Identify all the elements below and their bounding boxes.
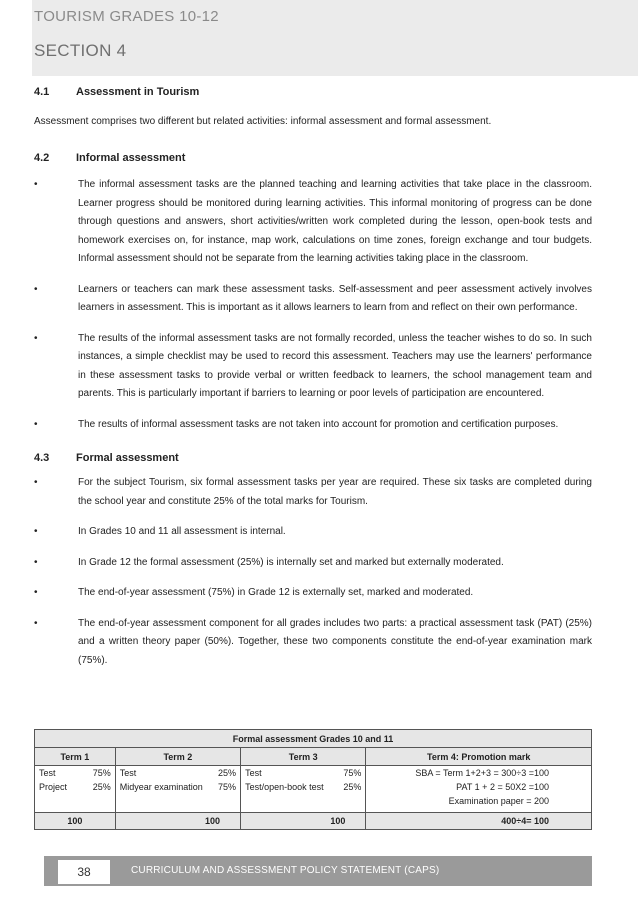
task-name: Midyear examination <box>119 782 203 792</box>
heading-4-2 <box>34 152 592 164</box>
page-number: 38 <box>58 860 110 884</box>
table-row <box>35 766 592 813</box>
bullet-marker: • <box>34 526 38 537</box>
bullet-marker: • <box>34 418 38 430</box>
list-item <box>34 281 592 318</box>
column-header: Term 4: Promotion mark <box>366 748 592 766</box>
list-item <box>34 554 592 573</box>
heading-4-3 <box>34 452 592 464</box>
term2-cell <box>115 766 240 813</box>
column-header: Term 1 <box>35 748 116 766</box>
total-cell: 100 <box>35 813 116 830</box>
list-item-text: Learners or teachers can mark these assessment tasks. Self-assessment and peer assessment actively involves learners in assessment. This is important as it allows learners to learn from and reflect on their own performance. <box>78 283 592 313</box>
heading-number: 4.1 <box>34 86 50 98</box>
heading-number: 4.3 <box>34 452 50 464</box>
column-header: Term 2 <box>115 748 240 766</box>
assessment-table <box>34 729 592 830</box>
list-item-text: For the subject Tourism, six formal assessment tasks per year are required. These six tasks are completed during the school year and constitute 25% of the total marks for Tourism. <box>78 477 592 507</box>
list-item-text: The end-of-year assessment component for all grades includes two parts: a practical assessment task (PAT) (25%) and a written theory paper (50%). Together, these two components constitute the end-of-year examination mark (75%). <box>78 617 592 666</box>
list-item-text: The results of informal assessment tasks are not taken into account for promotion and certification purposes. <box>78 418 559 430</box>
list-item-text: The end-of-year assessment (75%) in Grade 12 is externally set, marked and moderated. <box>78 587 474 598</box>
task-name: Test <box>245 768 262 778</box>
task-weight: 75% <box>218 782 237 792</box>
task-weight: 75% <box>92 768 111 778</box>
total-cell: 100 <box>115 813 240 830</box>
column-header: Term 3 <box>241 748 366 766</box>
task-name: Project <box>39 782 68 792</box>
total-cell: 400÷4= 100 <box>366 813 592 830</box>
section-title: SECTION 4 <box>34 41 127 60</box>
total-cell: 100 <box>241 813 366 830</box>
bullet-marker: • <box>34 556 38 568</box>
task-name: Test/open-book test <box>245 782 324 792</box>
task-weight: 25% <box>343 782 362 792</box>
list-item <box>34 523 592 542</box>
list-item <box>34 474 592 511</box>
term4-cell <box>366 766 592 813</box>
bullet-marker: • <box>34 587 38 598</box>
heading-4-1 <box>34 86 592 98</box>
intro-paragraph: Assessment comprises two different but related activities: informal assessment and formal assessment. <box>34 116 492 127</box>
list-item <box>34 584 592 603</box>
heading-text: Formal assessment <box>76 452 179 464</box>
table-total-row <box>35 813 592 830</box>
task-name: Test <box>39 768 56 778</box>
task-name: Test <box>119 768 137 778</box>
bullet-marker: • <box>34 332 38 344</box>
task-weight: 25% <box>218 768 237 778</box>
list-item-text: In Grades 10 and 11 all assessment is internal. <box>78 526 286 537</box>
promotion-line: SBA = Term 1+2+3 = 300÷3 =100 <box>415 768 549 778</box>
page-content <box>34 86 592 670</box>
promotion-line: PAT 1 + 2 = 50X2 =100 <box>456 782 549 792</box>
heading-number: 4.2 <box>34 152 50 164</box>
bullet-marker: • <box>34 283 38 295</box>
promotion-line: Examination paper = 200 <box>448 796 549 806</box>
list-item <box>34 176 592 269</box>
task-weight: 25% <box>92 782 111 792</box>
list-item-text: In Grade 12 the formal assessment (25%) is internally set and marked but externally moderated. <box>78 556 504 568</box>
bullet-marker: • <box>34 179 38 190</box>
term1-cell <box>35 766 116 813</box>
term3-cell <box>241 766 366 813</box>
table-header-row <box>35 748 592 766</box>
footer-text: CURRICULUM AND ASSESSMENT POLICY STATEMENT (CAPS) <box>131 865 440 876</box>
table-caption: Formal assessment Grades 10 and 11 <box>35 730 592 748</box>
list-item <box>34 615 592 671</box>
heading-text: Informal assessment <box>76 152 186 164</box>
bullet-marker: • <box>34 477 38 488</box>
list-item-text: The informal assessment tasks are the planned teaching and learning activities that take place in the classroom. Learner progress should be monitored during learning activities. This informal monitoring of progress can be done through questions and answers, short activities/written work completed during the lesson, open-book tests and homework exercises on, for instance, map work, calculations on time zones, foreign exchange and tour budgets. Informal assessment should not be separate from the learning activities taking place in the classroom. <box>78 179 592 264</box>
bullet-marker: • <box>34 617 38 629</box>
list-item <box>34 416 592 435</box>
list-item <box>34 330 592 404</box>
document-title: TOURISM GRADES 10-12 <box>34 8 219 25</box>
heading-text: Assessment in Tourism <box>76 86 200 98</box>
task-weight: 75% <box>343 768 362 778</box>
list-item-text: The results of the informal assessment tasks are not formally recorded, unless the teacher wishes to do so. In such instances, a simple checklist may be used to record this assessment. Teachers may use the learners' performance in these assessment tasks to provide verbal or written feedback to learners, the school management team and parents. This is particularly important if barriers to learning or poor levels of participation are encountered. <box>78 332 592 399</box>
